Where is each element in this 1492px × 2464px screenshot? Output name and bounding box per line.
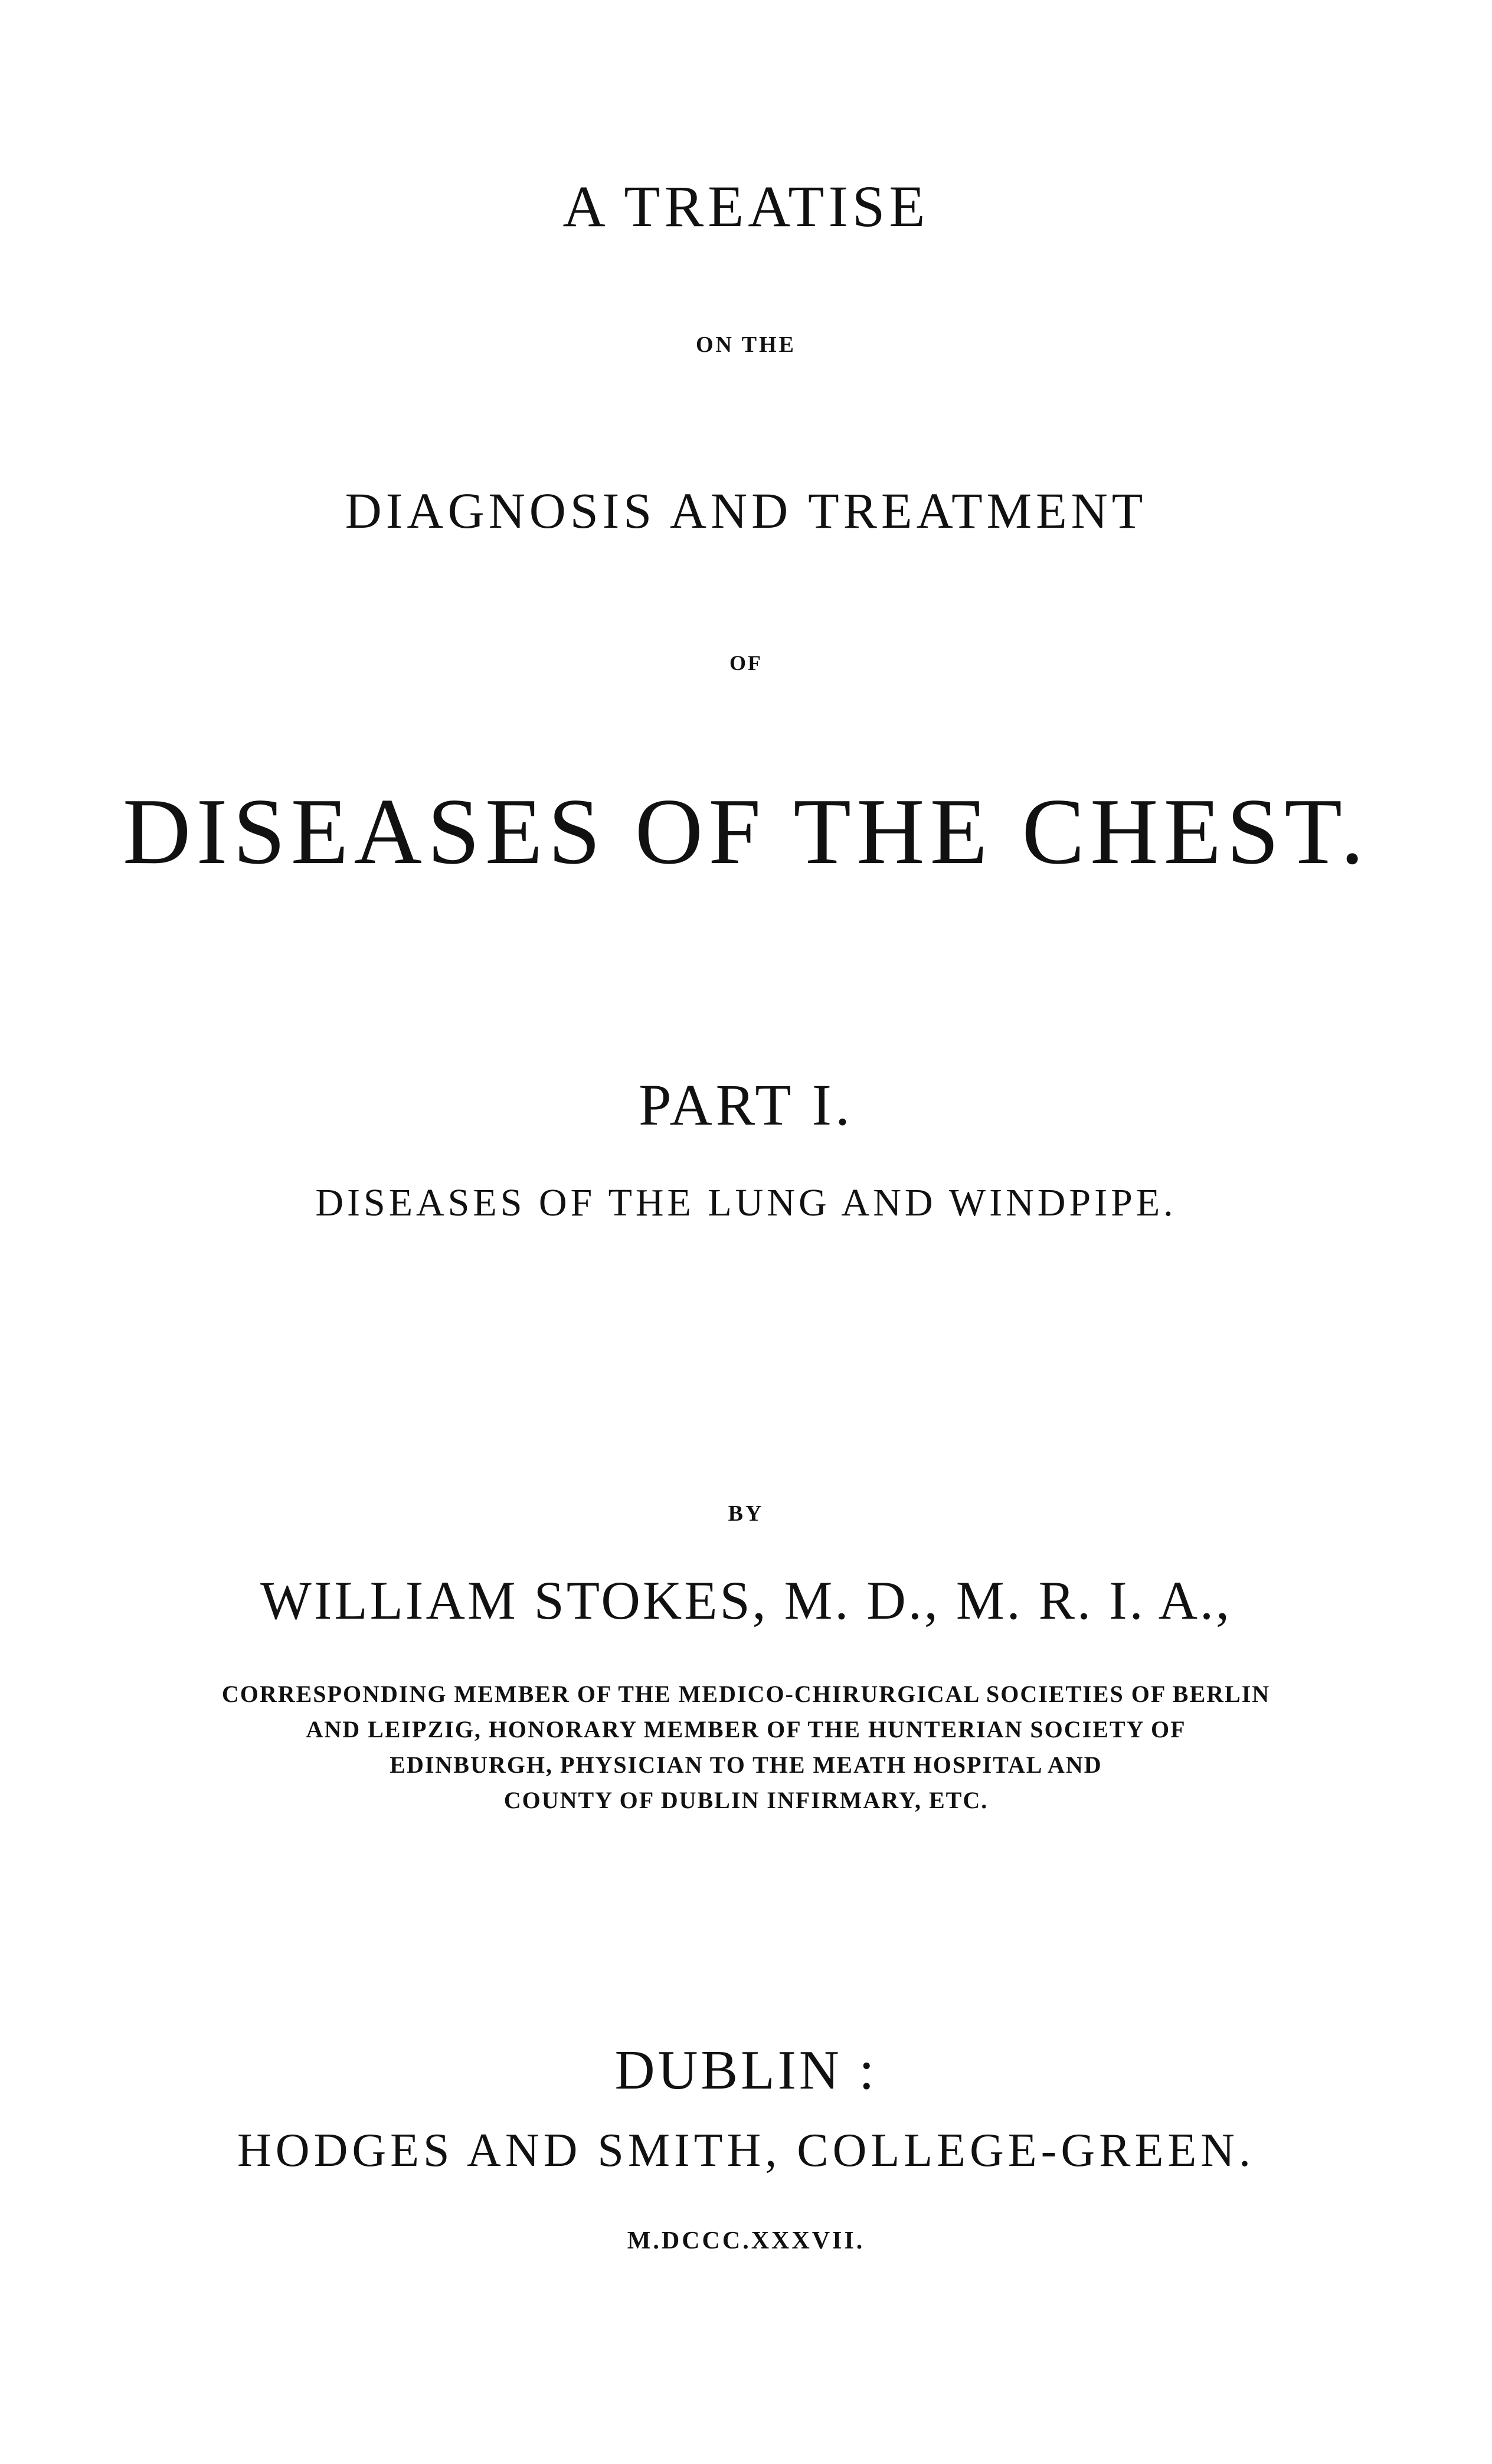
part-subtitle: DISEASES OF THE LUNG AND WINDPIPE. xyxy=(315,1181,1177,1224)
title-line-diagnosis: DIAGNOSIS AND TREATMENT xyxy=(345,482,1147,539)
imprint-year: M.DCCC.XXXVII. xyxy=(627,2227,865,2254)
credentials-line: COUNTY OF DUBLIN INFIRMARY, ETC. xyxy=(503,1787,989,1813)
credentials-line: AND LEIPZIG, HONORARY MEMBER OF THE HUNTERIAN SOCIETY OF xyxy=(306,1716,1186,1743)
credentials-line: EDINBURGH, PHYSICIAN TO THE MEATH HOSPITAL AND xyxy=(390,1751,1102,1778)
credentials-line: CORRESPONDING MEMBER OF THE MEDICO-CHIRURGICAL SOCIETIES OF BERLIN xyxy=(221,1681,1271,1707)
title-line-treatise: A TREATISE xyxy=(562,174,930,239)
author-name: WILLIAM STOKES, M. D., M. R. I. A., xyxy=(260,1570,1232,1630)
imprint-publisher: HODGES AND SMITH, COLLEGE-GREEN. xyxy=(237,2125,1255,2177)
title-line-of: OF xyxy=(729,651,763,675)
by-line: BY xyxy=(728,1501,764,1526)
title-line-on-the: ON THE xyxy=(695,332,797,357)
part-heading: PART I. xyxy=(639,1072,853,1138)
main-title: DISEASES OF THE CHEST. xyxy=(122,779,1370,884)
imprint-city: DUBLIN : xyxy=(614,2040,878,2101)
